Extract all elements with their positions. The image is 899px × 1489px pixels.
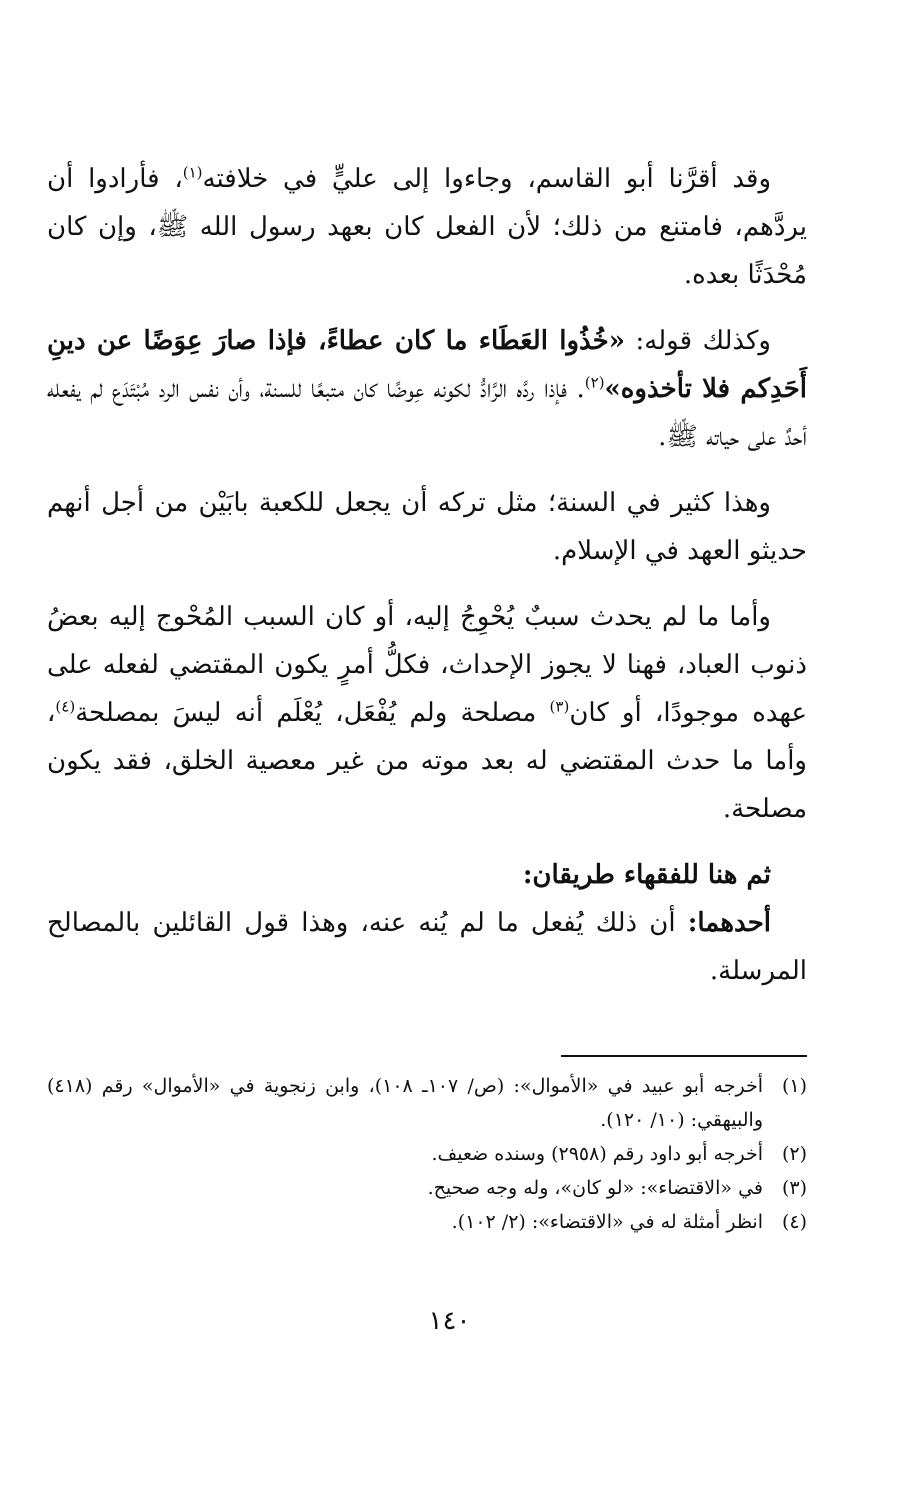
footnotes [47, 1069, 807, 1239]
page-number: ١٤٠ [428, 1306, 471, 1336]
footnote-text: أخرجه أبو عبيد في «الأموال»: (ص/ ١٠٧ـ ١٠٨)، وابن زنجوية في «الأموال» رقم (٤١٨) والبيهقي: (١٠/ ١٢٠). [47, 1075, 763, 1131]
footnote-number: (٤) [781, 1211, 807, 1233]
paragraph-5-text: أن ذلك يُفعل ما لم يُنه عنه، وهذا قول القائلين بالمصالح المرسلة. [47, 908, 807, 986]
footnote-number: (١) [781, 1075, 807, 1097]
page-body [47, 155, 807, 1239]
paragraph-2-text-b: . فإذا ردَّه الرَّادُّ لكونه عِوضًا كان متبعًا للسنة، وأن نفس الرد مُبْتَدَع لم يفعله أحدٌ على حياته ﷺ. [47, 374, 807, 452]
paragraph-1-text-b: ، فأرادوا أن يردَّهم، فامتنع من ذلك؛ لأن الفعل كان بعهد رسول الله ﷺ، وإن كان مُحْدَثًا بعده. [47, 164, 807, 290]
paragraph-5-lead: أحدهما: [687, 908, 771, 938]
hadith-quote: «خُذُوا العَطَاء ما كان عطاءً، فإذا صارَ عِوَضًا عن دينِ أَحَدِكم فلا تأخذوه» [47, 326, 807, 404]
footnote-divider [561, 1055, 807, 1057]
paragraph-5 [47, 899, 807, 995]
footnote-ref-4: (٤) [55, 697, 76, 716]
section-heading: ثم هنا للفقهاء طريقان: [522, 860, 771, 890]
paragraph-2 [47, 317, 807, 461]
footnote-4 [47, 1205, 807, 1239]
paragraph-3 [47, 479, 807, 575]
paragraph-4-text-b: مصلحة ولم يُفْعَل، يُعْلَم أنه ليسَ بمصلحة [75, 698, 550, 728]
footnote-number: (٢) [781, 1143, 807, 1165]
footnote-1 [47, 1069, 807, 1137]
footnote-text: في «الاقتضاء»: «لو كان»، وله وجه صحيح. [427, 1177, 763, 1199]
footnote-ref-1: (١) [182, 163, 203, 182]
paragraph-4-text-a: وأما ما لم يحدث سببٌ يُحْوِجُ إليه، أو كان السبب المُحْوج إليه بعضُ ذنوب العباد، فهنا لا يجوز الإحداث، فكلُّ أمرٍ يكون المقتضي لفعله على عهده موجودًا، أو كان [47, 602, 807, 728]
footnote-3 [47, 1171, 807, 1205]
paragraph-2-text-a: وكذلك قوله: [625, 326, 771, 356]
footnote-2 [47, 1137, 807, 1171]
footnote-text: أخرجه أبو داود رقم (٢٩٥٨) وسنده ضعيف. [431, 1143, 763, 1165]
paragraph-1-text-a: وقد أقرَّنا أبو القاسم، وجاءوا إلى عليٍّ في خلافته [202, 164, 771, 194]
footnote-text: انظر أمثلة له في «الاقتضاء»: (٢/ ١٠٢). [451, 1211, 763, 1233]
footnote-number: (٣) [781, 1177, 807, 1199]
paragraph-1 [47, 155, 807, 299]
paragraph-3-text: وهذا كثير في السنة؛ مثل تركه أن يجعل للكعبة بابَيْن من أجل أنهم حديثو العهد في الإسلام. [47, 488, 807, 566]
footnote-ref-2: (٢) [584, 373, 605, 392]
footnote-ref-3: (٣) [549, 697, 570, 716]
paragraph-4 [47, 593, 807, 833]
paragraph-4-text-c: ، وأما ما حدث المقتضي له بعد موته من غير معصية الخلق، فقد يكون مصلحة. [47, 698, 807, 824]
